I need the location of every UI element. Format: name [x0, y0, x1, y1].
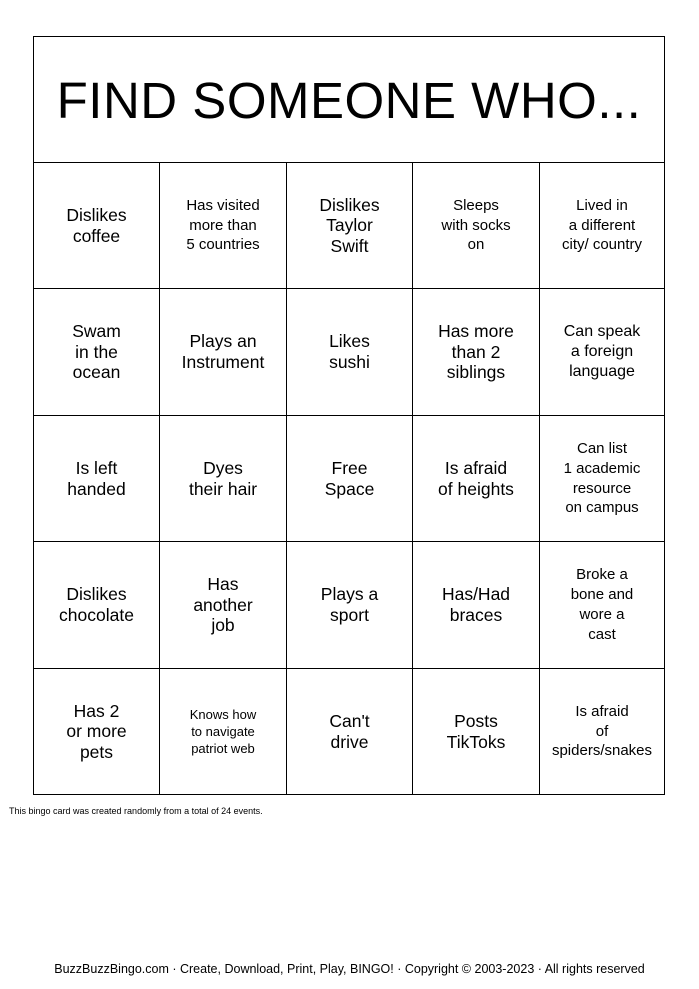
cell-text: Plays an Instrument — [181, 331, 265, 372]
cell-text: Lived in a different city/ country — [561, 196, 643, 254]
cell-text: Dislikes coffee — [66, 204, 127, 246]
cell-text: Dislikes chocolate — [59, 584, 134, 625]
bingo-grid — [34, 163, 664, 794]
cell-text: Dyes their hair — [188, 457, 258, 499]
bingo-cell — [287, 542, 413, 669]
footer-copyright: BuzzBuzzBingo.com · Create, Download, Print, Play, BINGO! · Copyright © 2003-2023 · All rights reserved — [54, 962, 645, 976]
cell-text: Has/Had braces — [441, 584, 511, 625]
cell-text: Sleeps with socks on — [441, 196, 511, 254]
cell-text: Has 2 or more pets — [66, 700, 127, 762]
cell-text: Dislikes Taylor Swift — [319, 194, 380, 256]
bingo-cell — [413, 289, 540, 416]
bingo-cell — [540, 669, 664, 794]
bingo-cell — [160, 163, 287, 289]
cell-text: Can speak a foreign language — [563, 323, 641, 380]
card-title: FIND SOMEONE WHO... — [56, 72, 642, 129]
bingo-cell — [160, 289, 287, 416]
bingo-cell — [160, 416, 287, 542]
cell-text: Is afraid of spiders/snakes — [551, 702, 653, 760]
bingo-cell — [160, 669, 287, 794]
cell-text: Can list 1 academic resource on campus — [563, 439, 641, 517]
bingo-cell — [34, 163, 160, 289]
bingo-cell — [34, 669, 160, 794]
bingo-cell — [540, 542, 664, 669]
cell-text: Has another job — [193, 574, 253, 636]
cell-text: Plays a sport — [320, 584, 379, 625]
bingo-cell — [34, 542, 160, 669]
bingo-cell — [540, 416, 664, 542]
cell-text: Free Space — [324, 457, 375, 499]
bingo-cell — [540, 163, 664, 289]
bingo-card — [33, 36, 665, 795]
bingo-cell — [34, 289, 160, 416]
bingo-cell — [287, 289, 413, 416]
bingo-cell — [287, 163, 413, 289]
bingo-cell — [413, 163, 540, 289]
cell-text: Is afraid of heights — [438, 457, 514, 499]
cell-text: Broke a bone and wore a cast — [570, 566, 634, 643]
cell-text: Knows how to navigate patriot web — [189, 706, 257, 757]
bingo-cell — [413, 416, 540, 542]
cell-text: Can't drive — [329, 710, 370, 752]
bingo-cell — [287, 669, 413, 794]
cell-text: Has more than 2 siblings — [438, 321, 514, 383]
title-box — [34, 37, 664, 163]
cell-text: Swam in the ocean — [72, 321, 121, 383]
bingo-cell — [413, 669, 540, 794]
cell-text: Posts TikToks — [446, 710, 506, 752]
cell-text: Likes sushi — [329, 331, 370, 372]
bingo-cell — [540, 289, 664, 416]
bingo-cell — [413, 542, 540, 669]
bingo-cell — [34, 416, 160, 542]
cell-text: Is left handed — [67, 457, 126, 499]
footnote: This bingo card was created randomly from a total of 24 events. — [9, 806, 263, 816]
cell-text: Has visited more than 5 countries — [186, 196, 260, 254]
bingo-cell — [160, 542, 287, 669]
free-space-cell — [287, 416, 413, 542]
